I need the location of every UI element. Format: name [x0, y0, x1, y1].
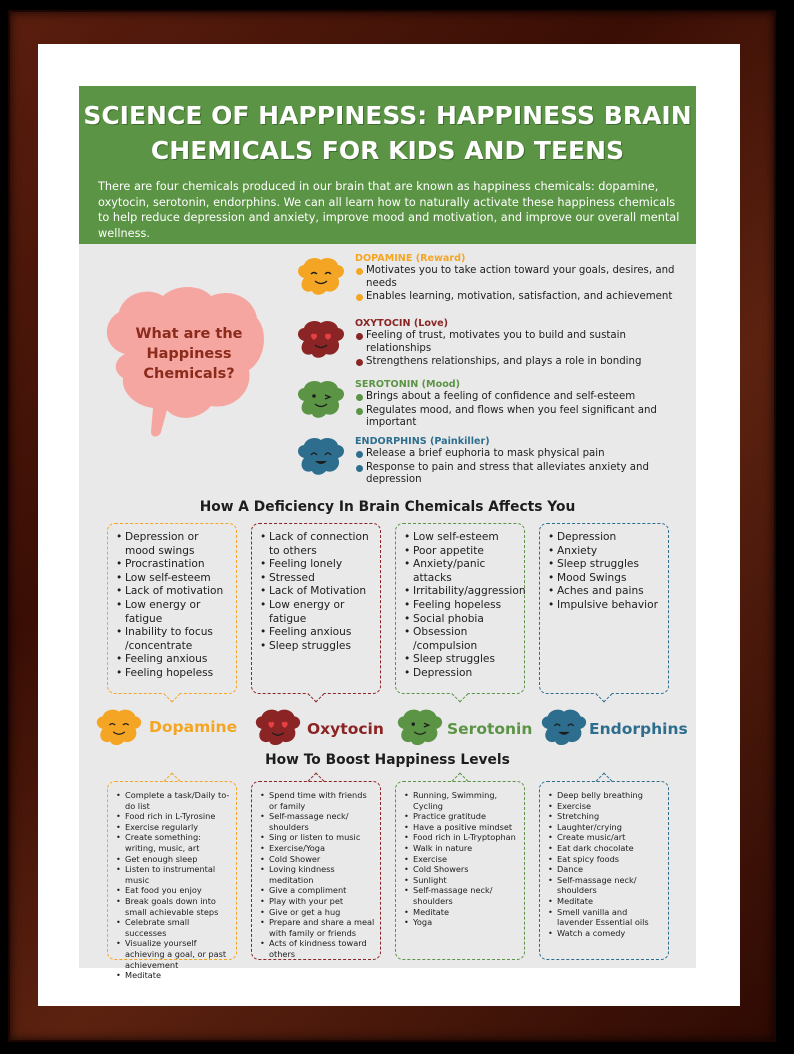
chemical-item [355, 448, 685, 461]
list-item: • Self-massage neck/ shoulders [404, 885, 519, 906]
label-dopamine: Dopamine [149, 718, 238, 736]
list-item: • Stretching [548, 811, 663, 822]
list-item: • Running, Swimming, Cycling [404, 790, 519, 811]
chemical-title: OXYTOCIN (Love) [355, 318, 449, 329]
list-item: • Cold Shower [260, 854, 375, 865]
boost-box-dopamine [107, 781, 237, 981]
list-item: • Lack of connection to others [260, 531, 375, 558]
list-item: • Feeling anxious [260, 626, 375, 640]
list-item: • Laughter/crying [548, 822, 663, 833]
deficiency-box-endorphins [539, 523, 669, 694]
list-item: • Feeling anxious [116, 653, 231, 667]
list-item: • Sleep struggles [260, 640, 375, 654]
list-item: • Low self-esteem [404, 531, 519, 545]
chemical-item [355, 405, 685, 430]
bullet-dot [356, 465, 363, 472]
list-item: • Eat dark chocolate [548, 843, 663, 854]
serotonin-wink-icon [394, 706, 446, 748]
list-item: • Listen to instrumental music [116, 864, 231, 885]
brain-question: What are the Happiness Chemicals? [135, 326, 243, 382]
chemical-item-text: Feeling of trust, motivates you to build and sustain relationships [366, 330, 626, 354]
list-item: • Stressed [260, 572, 375, 586]
list-item: • Feeling hopeless [404, 599, 519, 613]
list-item: • Depression [404, 667, 519, 681]
list-item: • Obsession /compulsion [404, 626, 519, 653]
dopamine-smile-icon [93, 706, 145, 748]
list-item: • Have a positive mindset [404, 822, 519, 833]
list-item: • Play with your pet [260, 896, 375, 907]
list-item: • Smell vanilla and lavender Essential oils [548, 907, 663, 928]
label-oxytocin: Oxytocin [307, 720, 384, 738]
chemical-item-text: Release a brief euphoria to mask physical pain [366, 448, 605, 459]
boost-heading: How To Boost Happiness Levels [265, 752, 510, 768]
label-endorphins: Endorphins [589, 720, 688, 738]
list-item: • Impulsive behavior [548, 599, 663, 613]
intro-paragraph: There are four chemicals produced in our brain that are known as happiness chemicals: dopamine, oxytocin, serotonin, endorphins. We can all learn how to naturally activate these happiness chemicals to help reduce depression and anxiety, improve mood and motivation, and improve our overall mental wellness. [98, 180, 680, 240]
list-item: • Low self-esteem [116, 572, 231, 586]
list-item: • Break goals down into small achievable steps [116, 896, 231, 917]
chemical-item [355, 391, 685, 404]
deficiency-box-oxytocin [251, 523, 381, 694]
list-item: • Aches and pains [548, 585, 663, 599]
list-item: • Feeling hopeless [116, 667, 231, 681]
list-item: • Inability to focus /concentrate [116, 626, 231, 653]
list-item: • Irritability/aggression [404, 585, 519, 599]
list-item: • Anxiety/panic attacks [404, 558, 519, 585]
list-item: • Complete a task/Daily to-do list [116, 790, 231, 811]
list-item: • Feeling lonely [260, 558, 375, 572]
list-item: • Meditate [548, 896, 663, 907]
list-item: • Sunlight [404, 875, 519, 886]
chemical-item-text: Motivates you to take action toward your goals, desires, and needs [366, 265, 675, 289]
bullet-dot [356, 333, 363, 340]
bullet-dot [356, 451, 363, 458]
poster [79, 86, 696, 981]
bullet-dot [356, 394, 363, 401]
chemical-item [355, 291, 685, 304]
list-item: • Lack of Motivation [260, 585, 375, 599]
list-item: • Yoga [404, 917, 519, 928]
chemical-item-text: Response to pain and stress that alleviates anxiety and depression [366, 461, 649, 485]
list-item: • Poor appetite [404, 545, 519, 559]
chemical-item [355, 462, 685, 487]
poster-title: SCIENCE OF HAPPINESS: HAPPINESS BRAIN CHEMICALS FOR KIDS AND TEENS [83, 101, 692, 165]
list-item: • Loving kindness meditation [260, 864, 375, 885]
boost-box-oxytocin [251, 781, 381, 960]
dopamine-smile-icon [294, 256, 348, 296]
deficiency-box-dopamine [107, 523, 237, 694]
list-item: • Walk in nature [404, 843, 519, 854]
list-item: • Mood Swings [548, 572, 663, 586]
list-item: • Exercise [404, 854, 519, 865]
chemical-title: ENDORPHINS (Painkiller) [355, 436, 490, 447]
list-item: • Depression [548, 531, 663, 545]
list-item: • Lack of motivation [116, 585, 231, 599]
oxytocin-heart-eyes-icon [294, 319, 348, 359]
list-item: • Meditate [404, 907, 519, 918]
list-item: • Food rich in L-Tryptophan [404, 832, 519, 843]
list-item: • Eat spicy foods [548, 854, 663, 865]
list-item: • Celebrate small successes [116, 917, 231, 938]
chemical-item [355, 356, 685, 369]
chemical-title: SEROTONIN (Mood) [355, 379, 461, 390]
chemical-endorphins [355, 435, 685, 488]
list-item: • Spend time with friends or family [260, 790, 375, 811]
list-item: • Watch a comedy [548, 928, 663, 939]
list-item: • Exercise regularly [116, 822, 231, 833]
list-item: • Give a compliment [260, 885, 375, 896]
list-item: • Self-massage neck/ shoulders [260, 811, 375, 832]
list-item: • Self-massage neck/ shoulders [548, 875, 663, 896]
bullet-dot [356, 268, 363, 275]
list-item: • Create music/art [548, 832, 663, 843]
oxytocin-heart-eyes-icon [252, 706, 304, 748]
deficiency-heading: How A Deficiency In Brain Chemicals Affects You [199, 499, 576, 515]
header-banner [79, 86, 696, 244]
list-item: • Cold Showers [404, 864, 519, 875]
label-serotonin: Serotonin [447, 720, 533, 738]
list-item: • Acts of kindness toward others [260, 938, 375, 959]
chemical-item-text: Enables learning, motivation, satisfaction, and achievement [366, 291, 673, 302]
chemical-item [355, 330, 685, 355]
list-item: • Practice gratitude [404, 811, 519, 822]
list-item: • Sleep struggles [548, 558, 663, 572]
list-item: • Depression or mood swings [116, 531, 231, 558]
chemical-dopamine [355, 252, 685, 305]
list-item: • Create something: writing, music, art [116, 832, 231, 853]
list-item: • Low energy or fatigue [116, 599, 231, 626]
list-item: • Exercise/Yoga [260, 843, 375, 854]
chemical-item [355, 265, 685, 290]
list-item: • Low energy or fatigue [260, 599, 375, 626]
list-item: • Visualize yourself achieving a goal, or past achievement [116, 938, 231, 970]
list-item: • Eat food you enjoy [116, 885, 231, 896]
chemical-item-text: Regulates mood, and flows when you feel significant and important [366, 404, 657, 428]
chemical-item-text: Strengthens relationships, and plays a role in bonding [366, 356, 642, 367]
list-item: • Exercise [548, 801, 663, 812]
list-item: • Sleep struggles [404, 653, 519, 667]
chemical-oxytocin [355, 317, 685, 370]
serotonin-wink-icon [294, 379, 348, 419]
bullet-dot [356, 408, 363, 415]
list-item: • Social phobia [404, 613, 519, 627]
list-item: • Prepare and share a meal with family or friends [260, 917, 375, 938]
endorphins-happy-icon [294, 436, 348, 476]
list-item: • Deep belly breathing [548, 790, 663, 801]
endorphins-happy-icon [538, 706, 590, 748]
list-item: • Food rich in L-Tyrosine [116, 811, 231, 822]
list-item: • Anxiety [548, 545, 663, 559]
chemical-serotonin [355, 378, 685, 431]
list-item: • Dance [548, 864, 663, 875]
bullet-dot [356, 359, 363, 366]
list-item: • Sing or listen to music [260, 832, 375, 843]
list-item: • Meditate [116, 970, 231, 981]
bullet-dot [356, 294, 363, 301]
list-item: • Procrastination [116, 558, 231, 572]
list-item: • Get enough sleep [116, 854, 231, 865]
list-item: • Give or get a hug [260, 907, 375, 918]
boost-box-endorphins [539, 781, 669, 960]
chemical-title: DOPAMINE (Reward) [355, 253, 466, 264]
boost-box-serotonin [395, 781, 525, 960]
deficiency-box-serotonin [395, 523, 525, 694]
chemical-item-text: Brings about a feeling of confidence and self-esteem [366, 391, 636, 402]
